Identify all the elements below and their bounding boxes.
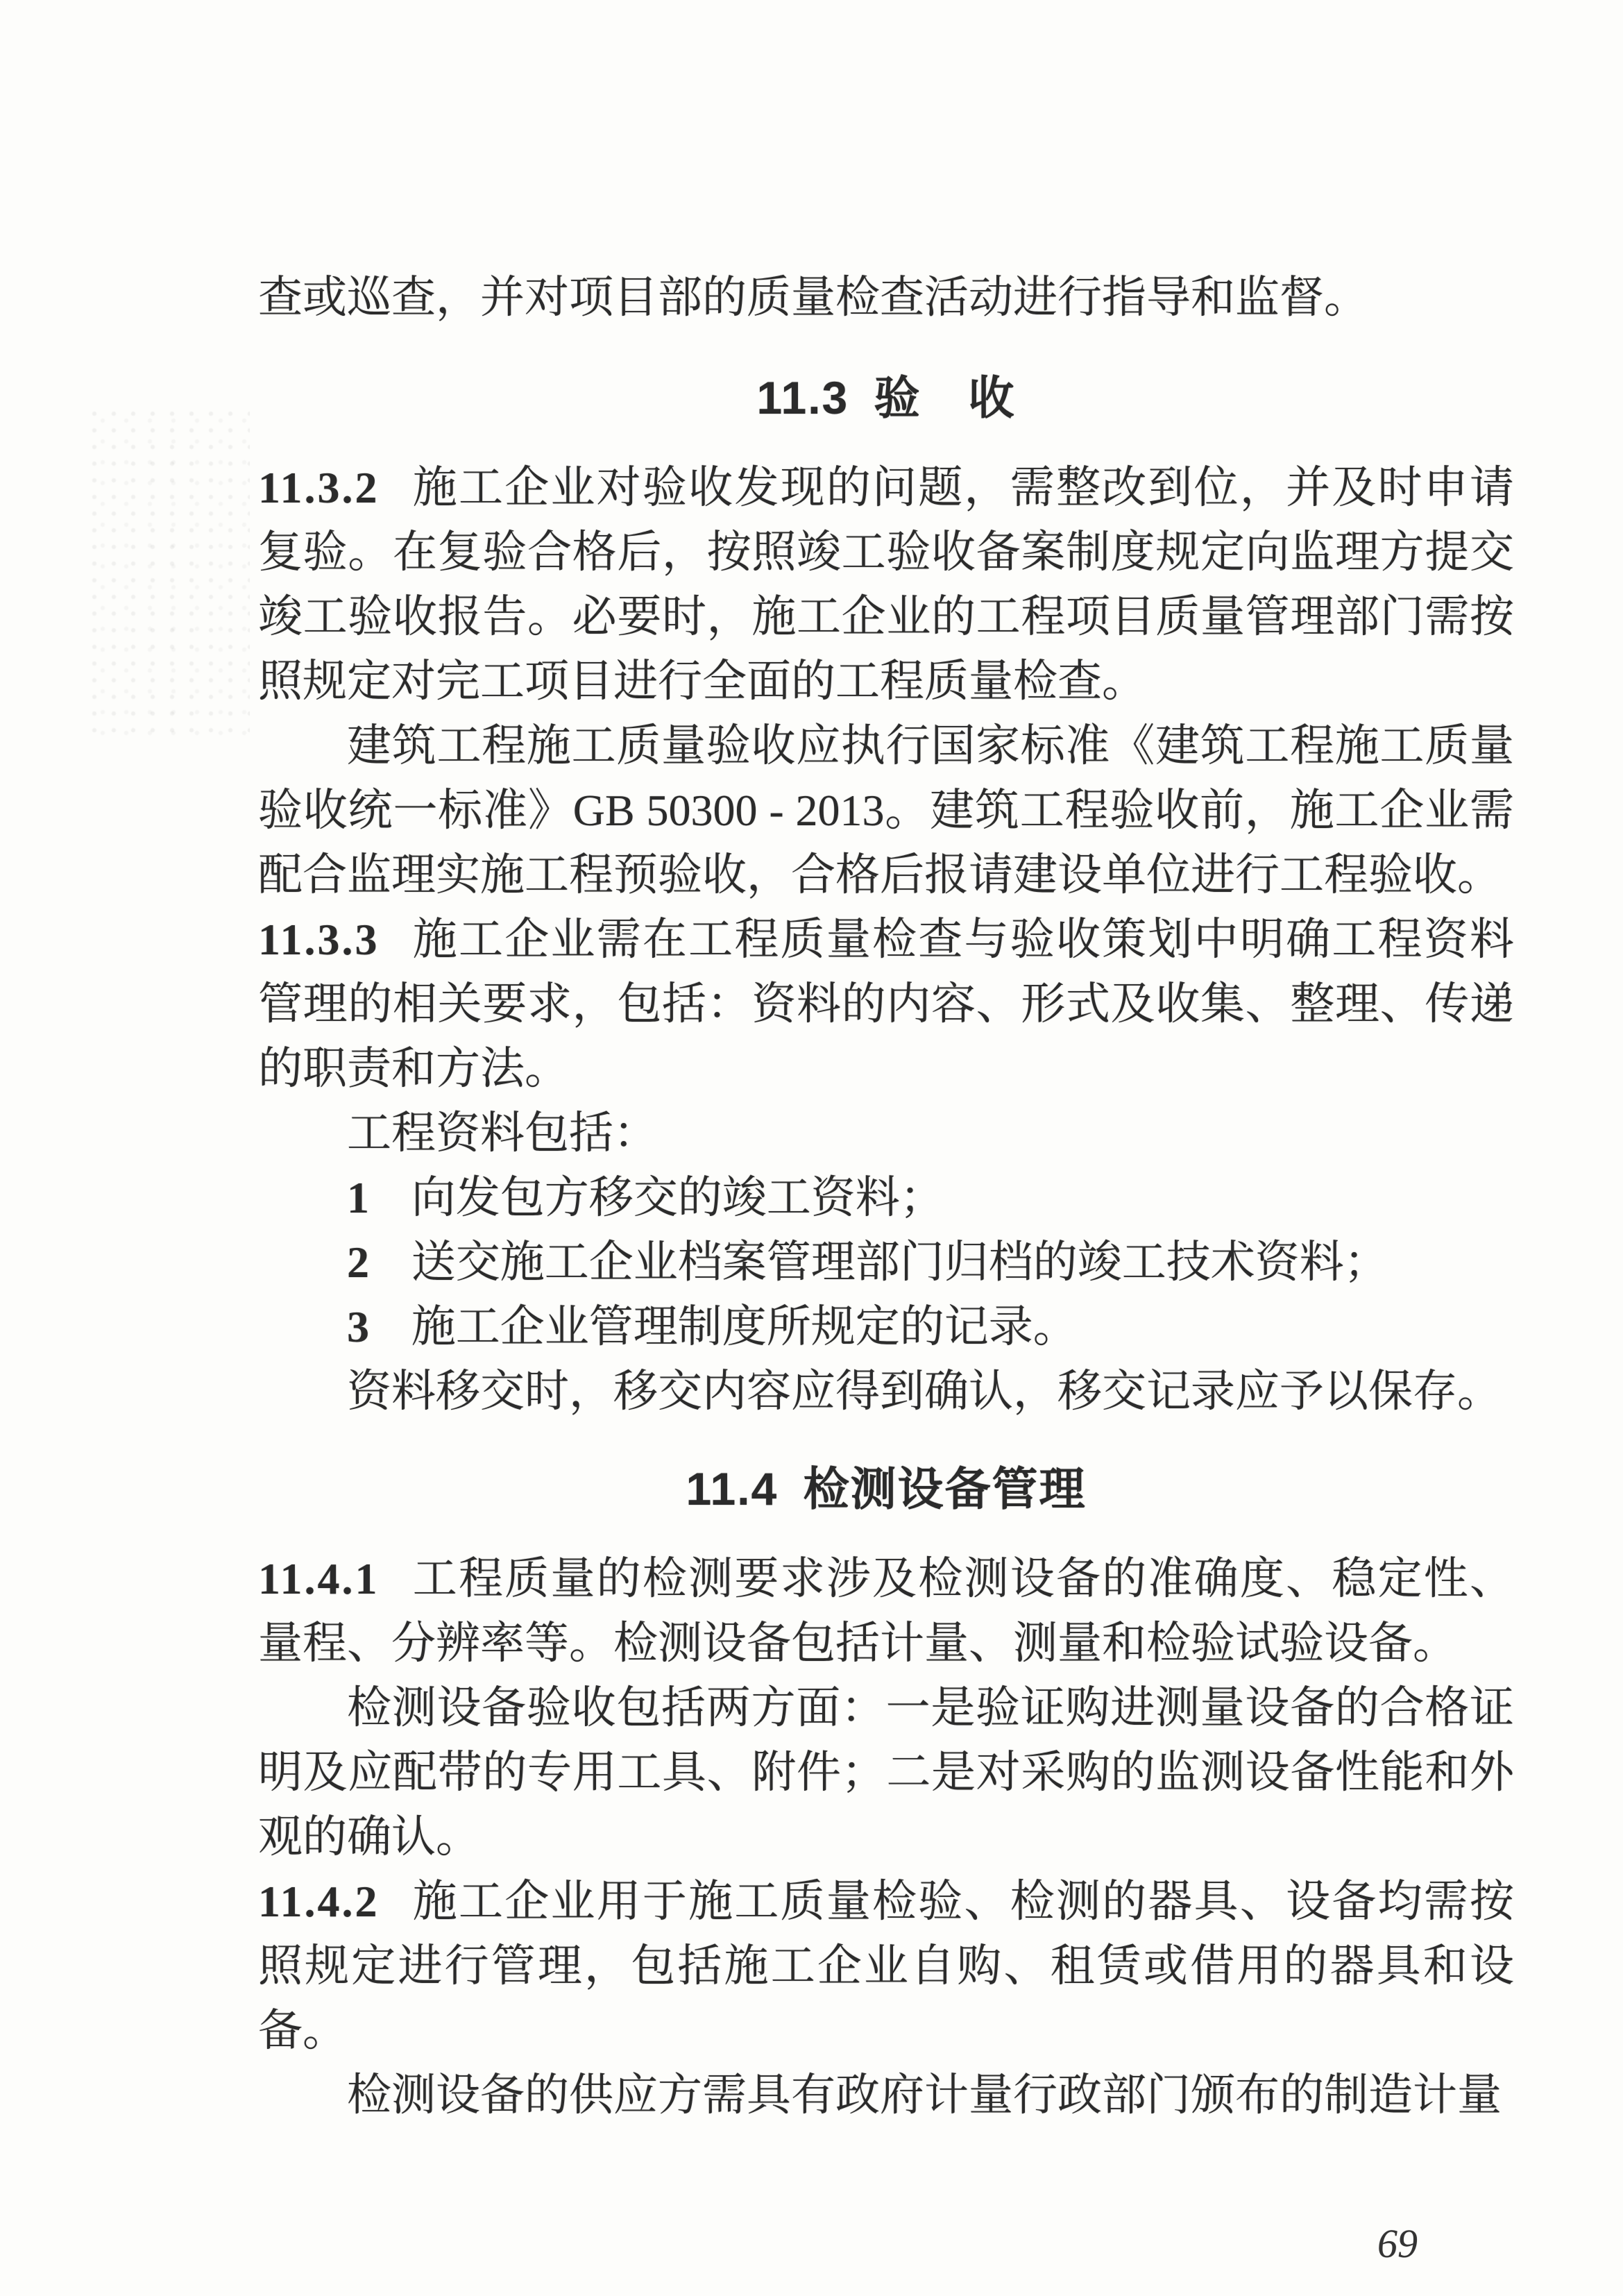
continuation-paragraph: 查或巡查，并对项目部的质量检查活动进行指导和监督。 [258,273,1368,322]
paragraph-records-intro: 工程资料包括： [347,1108,658,1158]
section-title: 检测设备管理 [803,1463,1087,1514]
paragraph-equipment-supplier: 检测设备的供应方需具有政府计量行政部门颁布的制造计量 [347,2070,1502,2120]
list-item [347,1230,1514,1294]
page-number: 69 [1377,2221,1418,2266]
paragraph-equipment-acceptance: 检测设备验收包括两方面：一是验证购进测量设备的合格证明及应配带的专用工具、附件；二是对采购的监测设备性能和外观的确认。 [258,1683,1514,1862]
section-heading-11-3 [258,366,1514,430]
list-item-text: 施工企业管理制度所规定的记录。 [411,1302,1078,1351]
page-content [258,265,1514,2127]
clause-number: 11.3.2 [258,463,380,512]
section-title: 验 收 [874,372,1016,423]
section-number: 11.3 [756,372,849,423]
clause-11-3-2 [258,455,1514,714]
clause-11-4-2 [258,1869,1514,2063]
list-item [347,1294,1514,1359]
list-item-text: 向发包方移交的竣工资料； [411,1173,944,1222]
clause-number: 11.3.3 [258,915,380,964]
list-item-number: 3 [347,1302,369,1351]
clause-number: 11.4.1 [258,1554,380,1603]
clause-11-4-1 [258,1546,1514,1675]
list-item-number: 1 [347,1173,369,1222]
clause-11-3-3 [258,907,1514,1101]
list-item-number: 2 [347,1238,369,1287]
list-item-text: 送交施工企业档案管理部门归档的竣工技术资料； [411,1238,1388,1287]
paragraph-records-transfer: 资料移交时，移交内容应得到确认，移交记录应予以保存。 [347,1367,1502,1416]
clause-text: 施工企业用于施工质量检验、检测的器具、设备均需按照规定进行管理，包括施工企业自购、租赁或借用的器具和设备。 [258,1877,1514,2055]
clause-text: 施工企业对验收发现的问题，需整改到位，并及时申请复验。在复验合格后，按照竣工验收备案制度规定向监理方提交竣工验收报告。必要时，施工企业的工程项目质量管理部门需按照规定对完工项目进行全面的工程质量检查。 [258,463,1514,706]
clause-number: 11.4.2 [258,1877,380,1926]
section-heading-11-4 [258,1457,1514,1521]
scan-artifact-speckle [90,410,250,736]
paragraph-acceptance-standard: 建筑工程施工质量验收应执行国家标准《建筑工程施工质量验收统一标准》GB 50300 - 2013。建筑工程验收前，施工企业需配合监理实施工程预验收，合格后报请建设单位进行工程验收。 [258,721,1514,900]
clause-text: 工程质量的检测要求涉及检测设备的准确度、稳定性、量程、分辨率等。检测设备包括计量、测量和检验试验设备。 [258,1554,1514,1668]
list-item [347,1165,1514,1230]
section-number: 11.4 [686,1463,779,1514]
clause-text: 施工企业需在工程质量检查与验收策划中明确工程资料管理的相关要求，包括：资料的内容、形式及收集、整理、传递的职责和方法。 [258,915,1514,1093]
